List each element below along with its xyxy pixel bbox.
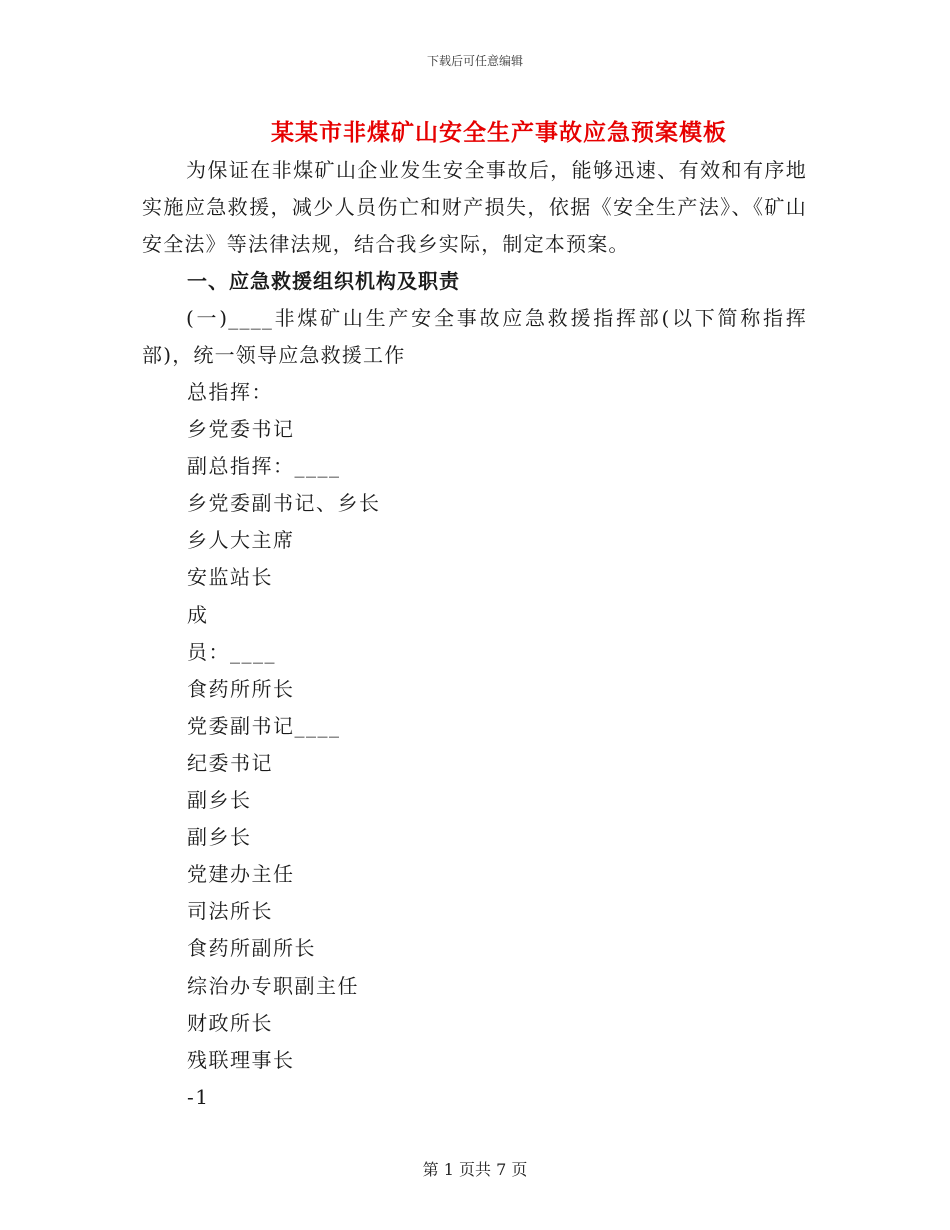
header-note: 下载后可任意编辑 [426, 54, 523, 68]
page-footer: 第 1 页共 7 页 [422, 1160, 528, 1179]
role-item: 乡党委副书记、乡长 [187, 491, 381, 516]
role-item: 食药所所长 [187, 676, 295, 701]
role-item: 乡人大主席 [187, 528, 295, 553]
role-item: 残联理事长 [187, 1047, 295, 1072]
role-item: 综治办专职副主任 [187, 973, 359, 998]
intro-paragraph: 为保证在非煤矿山企业发生安全事故后，能够迅速、有效和有序地实施应急救援，减少人员伤亡和财产损失，依据《安全生产法》、《矿山安全法》等法律法规，结合我乡实际，制定本预案。 [142, 158, 807, 256]
role-list [187, 374, 381, 1116]
role-item: 乡党委书记 [187, 417, 295, 442]
role-item: 食药所副所长 [187, 936, 316, 961]
role-item: 员：____ [187, 639, 276, 664]
role-item: 安监站长 [187, 565, 273, 590]
section-heading: 一、应急救援组织机构及职责 [187, 269, 460, 293]
role-item: 纪委书记 [187, 750, 273, 775]
role-item: 党委副书记____ [187, 713, 341, 738]
role-item: 财政所长 [187, 1010, 273, 1035]
role-item: 党建办主任 [187, 862, 295, 887]
role-item: 副乡长 [187, 788, 252, 813]
role-item: 总指挥： [187, 380, 273, 404]
role-item: 副总指挥：____ [187, 454, 341, 479]
subsection-paragraph: (一)____非煤矿山生产安全事故应急救援指挥部(以下简称指挥部)，统一领导应急救援工作 [142, 306, 807, 367]
page-marker: -1 [187, 1084, 210, 1109]
role-item: 副乡长 [187, 825, 252, 850]
role-item: 司法所长 [187, 899, 273, 924]
document-title: 某某市非煤矿山安全生产事故应急预案模板 [271, 119, 727, 146]
role-item: 成 [187, 602, 209, 627]
